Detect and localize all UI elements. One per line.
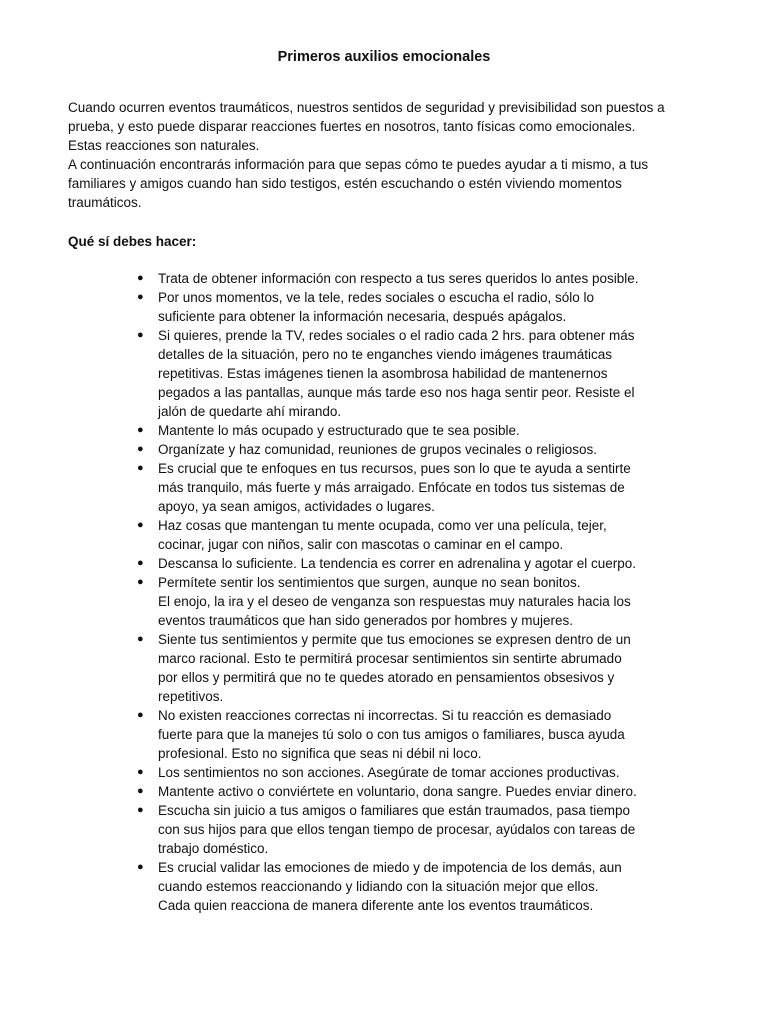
list-item: [137, 326, 678, 421]
bullet-icon: ●: [137, 272, 144, 284]
list-item-line: con sus hijos para que ellos tengan tiempo de procesar, ayúdalos con tareas de: [158, 822, 636, 837]
bullet-icon: ●: [137, 861, 144, 873]
list-item-text: [158, 573, 678, 630]
list-item-line: El enojo, la ira y el deseo de venganza son respuestas muy naturales hacia los: [158, 594, 631, 609]
list-item-line: Permítete sentir los sentimientos que surgen, aunque no sean bonitos.: [158, 575, 581, 590]
list-item-line: por ellos y permitirá que no te quedes atorado en pensamientos obsesivos y: [158, 670, 615, 685]
list-item-line: Mantente activo o conviértete en voluntario, dona sangre. Puedes enviar dinero.: [158, 784, 637, 799]
bullet-icon: ●: [137, 424, 144, 436]
list-item-text: [158, 516, 678, 554]
list-item-line: marco racional. Esto te permitirá procesar sentimientos sin sentirte abrumado: [158, 651, 622, 666]
list-item-line: No existen reacciones correctas ni incorrectas. Si tu reacción es demasiado: [158, 708, 612, 723]
list-item: [137, 858, 678, 915]
list-item-line: profesional. Esto no significa que seas ni débil ni loco.: [158, 746, 482, 761]
list-item-text: [158, 326, 678, 421]
list-item: [137, 706, 678, 763]
list-item-line: suficiente para obtener la información necesaria, después apágalos.: [158, 309, 567, 324]
bullet-icon: ●: [137, 709, 144, 721]
list-item-line: Descansa lo suficiente. La tendencia es correr en adrenalina y agotar el cuerpo.: [158, 556, 637, 571]
bullet-icon: ●: [137, 291, 144, 303]
bullet-list: [137, 269, 678, 915]
list-item-line: Trata de obtener información con respecto a tus seres queridos lo antes posible.: [158, 271, 639, 286]
list-item-text: [158, 782, 678, 801]
list-item-line: pegados a las pantallas, aunque más tarde eso nos haga sentir peor. Resiste el: [158, 385, 635, 400]
bullet-icon: ●: [137, 329, 144, 341]
list-item: [137, 554, 678, 573]
list-item-line: jalón de quedarte ahí mirando.: [158, 404, 342, 419]
list-item: [137, 763, 678, 782]
list-item-line: Por unos momentos, ve la tele, redes sociales o escucha el radio, sólo lo: [158, 290, 594, 305]
bullet-icon: ●: [137, 766, 144, 778]
list-item: [137, 516, 678, 554]
list-item-line: repetitivos.: [158, 689, 224, 704]
intro-line: Cuando ocurren eventos traumáticos, nuestros sentidos de seguridad y previsibilidad son puestos a: [68, 100, 665, 115]
list-item-line: Siente tus sentimientos y permite que tus emociones se expresen dentro de un: [158, 632, 631, 647]
list-item-line: apoyo, ya sean amigos, actividades o lugares.: [158, 499, 435, 514]
list-item: [137, 269, 678, 288]
bullet-icon: ●: [137, 462, 144, 474]
list-item-text: [158, 858, 678, 915]
bullet-icon: ●: [137, 519, 144, 531]
list-item-text: [158, 459, 678, 516]
intro-line: traumáticos.: [68, 195, 142, 210]
intro-paragraph: [68, 98, 708, 212]
list-item-line: repetitivas. Estas imágenes tienen la asombrosa habilidad de mantenernos: [158, 366, 608, 381]
bullet-icon: ●: [137, 443, 144, 455]
list-item-line: Escucha sin juicio a tus amigos o familiares que están traumados, pasa tiempo: [158, 803, 630, 818]
list-item-line: Los sentimientos no son acciones. Asegúrate de tomar acciones productivas.: [158, 765, 620, 780]
list-item-text: [158, 630, 678, 706]
intro-line: Estas reacciones son naturales.: [68, 138, 260, 153]
list-item-text: [158, 288, 678, 326]
list-item: [137, 573, 678, 630]
section-heading: Qué sí debes hacer:: [68, 234, 197, 249]
document-title: Primeros auxilios emocionales: [277, 49, 491, 65]
list-item-line: cocinar, jugar con niños, salir con mascotas o caminar en el campo.: [158, 537, 564, 552]
list-item-line: eventos traumáticos que han sido generados por hombres y mujeres.: [158, 613, 573, 628]
list-item-line: Es crucial que te enfoques en tus recursos, pues son lo que te ayuda a sentirte: [158, 461, 631, 476]
bullet-icon: ●: [137, 557, 144, 569]
list-item-line: Organízate y haz comunidad, reuniones de grupos vecinales o religiosos.: [158, 442, 598, 457]
list-item: [137, 630, 678, 706]
bullet-icon: ●: [137, 804, 144, 816]
list-item: [137, 782, 678, 801]
intro-line: prueba, y esto puede disparar reacciones fuertes en nosotros, tanto físicas como emocionales.: [68, 119, 636, 134]
list-item-line: detalles de la situación, pero no te enganches viendo imágenes traumáticas: [158, 347, 613, 362]
bullet-icon: ●: [137, 576, 144, 588]
list-item: [137, 421, 678, 440]
list-item: [137, 440, 678, 459]
list-item-text: [158, 706, 678, 763]
list-item-line: Es crucial validar las emociones de miedo y de impotencia de los demás, aun: [158, 860, 622, 875]
list-item-line: más tranquilo, más fuerte y más arraigado. Enfócate en todos tus sistemas de: [158, 480, 625, 495]
list-item: [137, 459, 678, 516]
list-item-line: Haz cosas que mantengan tu mente ocupada, como ver una película, tejer,: [158, 518, 607, 533]
list-item: [137, 288, 678, 326]
list-item-text: [158, 801, 678, 858]
list-item: [137, 801, 678, 858]
list-item-line: fuerte para que la manejes tú solo o con tus amigos o familiares, busca ayuda: [158, 727, 625, 742]
intro-line: A continuación encontrarás información para que sepas cómo te puedes ayudar a ti mismo, a tus: [68, 157, 649, 172]
bullet-icon: ●: [137, 633, 144, 645]
list-item-line: Cada quien reacciona de manera diferente ante los eventos traumáticos.: [158, 898, 594, 913]
list-item-text: [158, 554, 678, 573]
list-item-line: Mantente lo más ocupado y estructurado que te sea posible.: [158, 423, 520, 438]
list-item-line: trabajo doméstico.: [158, 841, 269, 856]
list-item-line: Si quieres, prende la TV, redes sociales o el radio cada 2 hrs. para obtener más: [158, 328, 635, 343]
list-item-text: [158, 763, 678, 782]
intro-line: familiares y amigos cuando han sido testigos, estén escuchando o estén viviendo momentos: [68, 176, 622, 191]
list-item-text: [158, 421, 678, 440]
bullet-icon: ●: [137, 785, 144, 797]
list-item-text: [158, 440, 678, 459]
list-item-line: cuando estemos reaccionando y lidiando con la situación mejor que ellos.: [158, 879, 599, 894]
list-item-text: [158, 269, 678, 288]
